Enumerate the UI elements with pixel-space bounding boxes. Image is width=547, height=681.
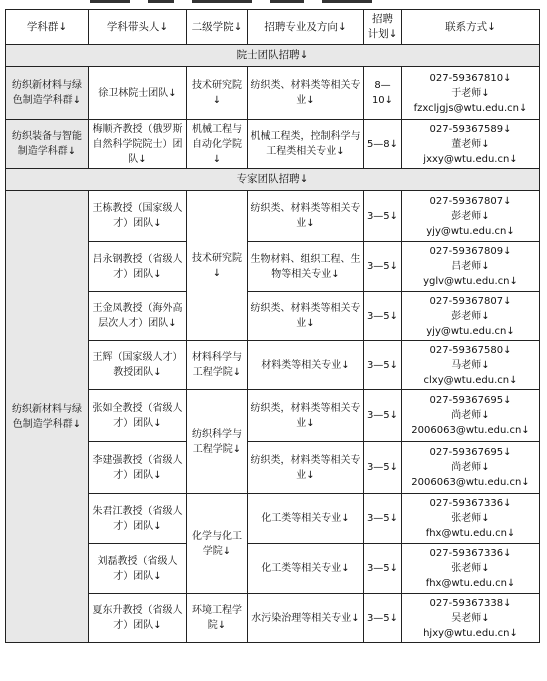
major-cell: 化工类等相关专业↓ — [248, 544, 364, 594]
leader-cell: 朱君江教授（省级人才）团队↓ — [89, 494, 187, 544]
contact-phone: 027-59367695↓ — [429, 395, 512, 406]
header-college: 二级学院↓ — [187, 10, 248, 45]
contact-email: 2006063@wtu.edu.cn↓ — [411, 477, 530, 488]
contact-cell — [402, 594, 540, 643]
section-academician: 院士团队招聘↓ — [6, 45, 540, 67]
contact-phone: 027-59367810↓ — [429, 72, 512, 84]
contact-cell — [402, 390, 540, 442]
contact-person: 董老师↓ — [451, 138, 490, 150]
major-cell: 水污染治理等相关专业↓ — [248, 594, 364, 643]
recruitment-table — [5, 9, 540, 643]
contact-email: yjy@wtu.edu.cn↓ — [426, 325, 515, 337]
contact-email: hjxy@wtu.edu.cn↓ — [423, 627, 518, 639]
contact-email: yglv@wtu.edu.cn↓ — [423, 276, 518, 287]
college-cell: 技术研究院↓ — [187, 67, 248, 120]
contact-cell — [402, 544, 540, 594]
contact-cell — [402, 494, 540, 544]
contact-person: 于老师↓ — [451, 87, 490, 99]
contact-person: 尚老师↓ — [451, 462, 490, 473]
leader-cell: 张如全教授（省级人才）团队↓ — [89, 390, 187, 442]
contact-person: 彭老师↓ — [451, 210, 490, 222]
college-cell: 机械工程与自动化学院↓ — [187, 120, 248, 169]
header-leader: 学科带头人↓ — [89, 10, 187, 45]
major-cell: 材料类等相关专业↓ — [248, 341, 364, 390]
header-major: 招聘专业及方向↓ — [248, 10, 364, 45]
college-cell: 化学与化工学院↓ — [187, 494, 248, 594]
contact-person: 张老师↓ — [451, 563, 490, 574]
college-cell: 环境工程学院↓ — [187, 594, 248, 643]
contact-phone: 027-59367338↓ — [429, 597, 512, 609]
leader-cell: 梅顺齐教授（俄罗斯自然科学院院士）团队↓ — [89, 120, 187, 169]
header-row — [6, 10, 540, 45]
leader-cell: 王金凤教授（海外高层次人才）团队↓ — [89, 292, 187, 341]
leader-cell: 刘磊教授（省级人才）团队↓ — [89, 544, 187, 594]
major-cell: 生物材料、组织工程、生物等相关专业↓ — [248, 242, 364, 292]
contact-person: 吴老师↓ — [451, 612, 490, 624]
contact-person: 尚老师↓ — [451, 410, 490, 421]
plan-cell: 3—5↓ — [364, 494, 402, 544]
plan-cell: 3—5↓ — [364, 390, 402, 442]
contact-phone: 027-59367807↓ — [429, 295, 512, 307]
contact-cell — [402, 120, 540, 169]
leader-cell: 李建强教授（省级人才）团队↓ — [89, 442, 187, 494]
leader-cell: 徐卫林院士团队↓ — [89, 67, 187, 120]
major-cell: 纺织类，材料类等相关专业↓ — [248, 390, 364, 442]
section-row-expert — [6, 169, 540, 191]
discipline-group-cell: 纺织装备与智能制造学科群↓ — [6, 120, 89, 169]
contact-email: clxy@wtu.edu.cn↓ — [423, 374, 518, 386]
contact-person: 张老师↓ — [451, 513, 490, 524]
college-cell: 技术研究院↓ — [187, 191, 248, 341]
contact-email: fhx@wtu.edu.cn↓ — [425, 528, 516, 539]
contact-email: fhx@wtu.edu.cn↓ — [425, 578, 516, 589]
contact-person: 彭老师↓ — [451, 310, 490, 322]
plan-cell: 3—5↓ — [364, 191, 402, 242]
section-expert: 专家团队招聘↓ — [6, 169, 540, 191]
plan-cell: 3—5↓ — [364, 242, 402, 292]
major-cell: 纺织类，材料类等相关专业↓ — [248, 442, 364, 494]
major-cell: 纺织类、材料类等相关专业↓ — [248, 292, 364, 341]
major-cell: 纺织类、材料类等相关专业↓ — [248, 191, 364, 242]
leader-cell: 夏东升教授（省级人才）团队↓ — [89, 594, 187, 643]
cropped-title-strip — [90, 0, 390, 5]
table-row — [6, 191, 540, 242]
discipline-group-cell: 纺织新材料与绿色制造学科群↓ — [6, 67, 89, 120]
leader-cell: 王辉（国家级人才）教授团队↓ — [89, 341, 187, 390]
contact-phone: 027-59367695↓ — [429, 447, 512, 458]
plan-cell: 3—5↓ — [364, 292, 402, 341]
discipline-group-cell: 纺织新材料与绿色制造学科群↓ — [6, 191, 89, 643]
college-cell: 纺织科学与工程学院↓ — [187, 390, 248, 494]
leader-cell: 吕永钢教授（省级人才）团队↓ — [89, 242, 187, 292]
plan-cell: 5—8↓ — [364, 120, 402, 169]
leader-cell: 王栋教授（国家级人才）团队↓ — [89, 191, 187, 242]
plan-cell: 8—10↓ — [364, 67, 402, 120]
major-cell: 纺织类、材料类等相关专业↓ — [248, 67, 364, 120]
major-cell: 化工类等相关专业↓ — [248, 494, 364, 544]
header-plan: 招聘 计划↓ — [364, 10, 402, 45]
section-row-academician — [6, 45, 540, 67]
contact-phone: 027-59367589↓ — [429, 123, 512, 135]
contact-phone: 027-59367336↓ — [429, 498, 512, 509]
contact-email: fzxcljgjs@wtu.edu.cn↓ — [413, 102, 528, 114]
plan-cell: 3—5↓ — [364, 442, 402, 494]
contact-cell — [402, 292, 540, 341]
table-row — [6, 120, 540, 169]
contact-cell — [402, 67, 540, 120]
plan-cell: 3—5↓ — [364, 544, 402, 594]
contact-person: 马老师↓ — [451, 359, 490, 371]
plan-cell: 3—5↓ — [364, 341, 402, 390]
table-row — [6, 67, 540, 120]
contact-phone: 027-59367336↓ — [429, 548, 512, 559]
contact-email: yjy@wtu.edu.cn↓ — [426, 225, 515, 237]
contact-phone: 027-59367809↓ — [429, 246, 512, 257]
major-cell: 机械工程类，控制科学与工程类相关专业↓ — [248, 120, 364, 169]
college-cell: 材料科学与工程学院↓ — [187, 341, 248, 390]
contact-person: 吕老师↓ — [451, 261, 490, 272]
contact-cell — [402, 242, 540, 292]
header-discipline-group: 学科群↓ — [6, 10, 89, 45]
contact-cell — [402, 191, 540, 242]
contact-cell — [402, 442, 540, 494]
contact-phone: 027-59367580↓ — [429, 344, 512, 356]
plan-cell: 3—5↓ — [364, 594, 402, 643]
contact-cell — [402, 341, 540, 390]
contact-email: 2006063@wtu.edu.cn↓ — [411, 425, 530, 436]
contact-email: jxxy@wtu.edu.cn↓ — [423, 153, 518, 165]
contact-phone: 027-59367807↓ — [429, 195, 512, 207]
header-contact: 联系方式↓ — [402, 10, 540, 45]
